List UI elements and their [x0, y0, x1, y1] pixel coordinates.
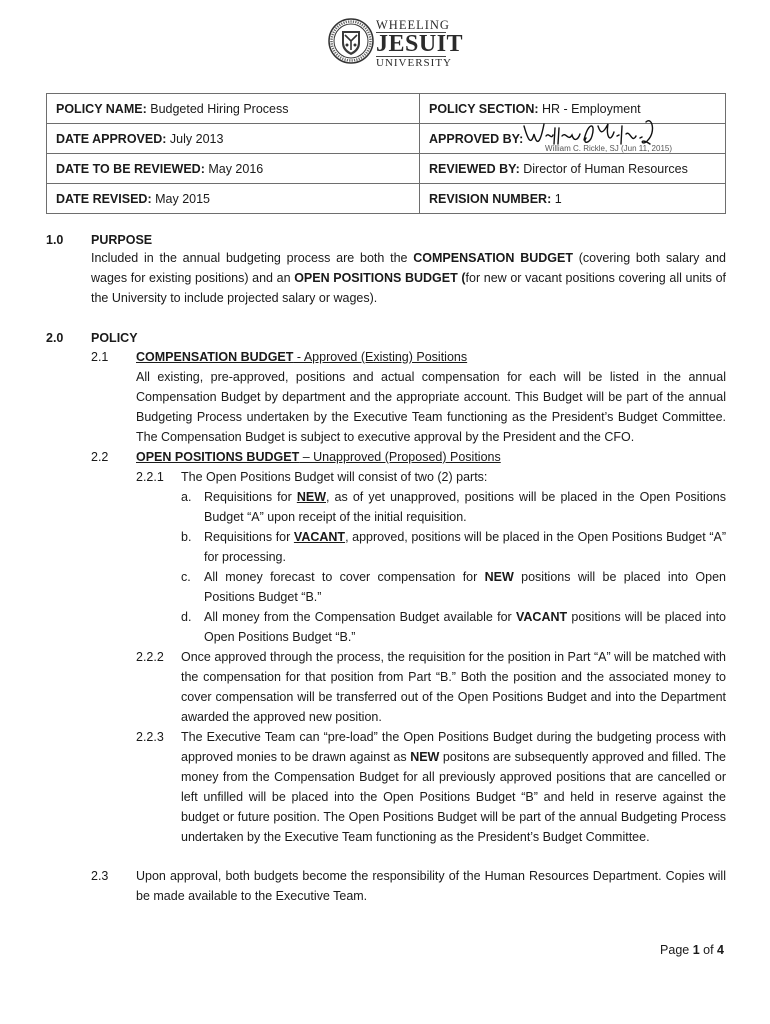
revision-number-label: REVISION NUMBER: [429, 191, 552, 206]
policy-row-3 [47, 154, 726, 184]
list-item-d-post: positions will be placed into Open Positions Budget “B.” [204, 610, 726, 644]
list-item-a-keyword: NEW [296, 490, 326, 504]
approved-by-cell [420, 124, 726, 154]
page-number-footer [660, 943, 724, 957]
university-logo [326, 16, 464, 76]
policy-name-label: POLICY NAME: [56, 101, 147, 116]
subsection-2-2-3-post: positons are subsequently approved and filled. The money from the Compensation Budget for all previously approved positions that are cancelled or left unfilled will be placed into the Open Positions Budget “B” and held in reserve against the budget or future position. The Open Positions Budget will be part of the annual Budgeting Process undertaken by the Executive Team functioning as the President’s Budget Committee. [181, 750, 726, 844]
policy-name-value: Budgeted Hiring Process [150, 101, 289, 116]
subsection-2-2-3-paragraph [181, 727, 726, 847]
section-1-paragraph [91, 248, 726, 308]
list-item-b-pre: Requisitions for [204, 530, 294, 544]
section-1-keyword-1: COMPENSATION BUDGET [413, 251, 573, 265]
section-1-keyword-2: OPEN POSITIONS BUDGET ( [294, 271, 466, 285]
policy-info-table [46, 93, 726, 214]
policy-row-4 [47, 184, 726, 214]
subsection-2-1-number: 2.1 [91, 350, 109, 364]
list-item-d-letter: d. [181, 610, 192, 624]
reviewed-by-cell [420, 154, 726, 184]
list-item-a-post: , as of yet unapproved, positions will be placed in the Open Positions Budget “A” upon receipt of the initial requisition. [204, 490, 726, 524]
section-1-title: PURPOSE [91, 233, 153, 247]
subsection-2-2-number: 2.2 [91, 450, 109, 464]
university-seal-icon [328, 18, 374, 64]
wordmark-line-1: WHEELING [376, 18, 450, 32]
list-item-c-post: positions will be placed into Open Positions Budget “B.” [204, 570, 726, 604]
list-item-c-letter: c. [181, 570, 191, 584]
list-item-b-letter: b. [181, 530, 192, 544]
subsection-2-2-1-text: The Open Positions Budget will consist of two (2) parts: [181, 470, 488, 484]
list-item-d-keyword: VACANT [515, 610, 568, 624]
date-revised-label: DATE REVISED: [56, 191, 152, 206]
list-item-b [204, 527, 726, 567]
date-review-value: May 2016 [208, 161, 264, 176]
list-item-c-keyword: NEW [484, 570, 514, 584]
date-approved-cell [47, 124, 420, 154]
policy-section-label: POLICY SECTION: [429, 101, 539, 116]
subsection-2-3-number: 2.3 [91, 869, 109, 883]
subsection-2-2-3-pre: The Executive Team can “pre-load” the Open Positions Budget during the budgeting process with approved monies to be drawn against as [181, 730, 726, 764]
section-2-title: POLICY [91, 331, 138, 345]
date-revised-cell [47, 184, 420, 214]
signature-caption: William C. Rickle, SJ (Jun 11, 2015) [545, 144, 672, 153]
list-item-a-pre: Requisitions for [204, 490, 297, 504]
approved-by-label: APPROVED BY: [429, 131, 524, 146]
date-approved-value: July 2013 [169, 131, 224, 146]
revision-number-cell [420, 184, 726, 214]
subsection-2-1-paragraph: All existing, pre-approved, positions and actual compensation for each will be listed in the annual Compensation Budget by department and the appropriate account. This Budget will be part of the annual Budgeting Process undertaken by the Executive Team functioning as the President’s Budget Committee. The Compensation Budget is subject to executive approval by the President and the CFO. [136, 370, 726, 444]
list-item-c [204, 567, 726, 607]
date-review-label: DATE TO BE REVIEWED: [56, 161, 205, 176]
subsection-2-3-paragraph: Upon approval, both budgets become the responsibility of the Human Resources Department. Copies will be made available to the Executive Team. [136, 869, 726, 903]
wordmark-line-2: JESUIT [376, 31, 464, 57]
policy-section-value: HR - Employment [542, 101, 641, 116]
subsection-2-2-heading-bold: OPEN POSITIONS BUDGET [136, 450, 300, 464]
list-item-b-keyword: VACANT [293, 530, 346, 544]
page-word: Page [660, 943, 693, 957]
subsection-2-2-3-keyword: NEW [410, 750, 440, 764]
page-total: 4 [717, 943, 724, 957]
section-2-number: 2.0 [46, 331, 64, 345]
section-1-text-1: Included in the annual budgeting process are both the [91, 251, 414, 265]
date-revised-value: May 2015 [155, 191, 211, 206]
section-1-text-3: for new or vacant positions covering all units of the University to include projected salary or wages). [91, 271, 726, 305]
list-item-b-post: , approved, positions will be placed in the Open Positions Budget “A” for processing. [204, 530, 726, 564]
subsection-2-1-heading-bold: COMPENSATION BUDGET [136, 350, 294, 364]
subsection-2-2-heading [136, 450, 501, 464]
list-item-d-pre: All money from the Compensation Budget available for [204, 610, 516, 624]
list-item-a-letter: a. [181, 490, 192, 504]
subsection-2-2-2-number: 2.2.2 [136, 650, 164, 664]
university-wordmark [376, 18, 464, 70]
page-of: of [699, 943, 718, 957]
subsection-2-1-heading-rest: - Approved (Existing) Positions [293, 350, 468, 364]
subsection-2-2-3-number: 2.2.3 [136, 730, 164, 744]
wordmark-line-3: UNIVERSITY [376, 57, 452, 69]
subsection-2-1-heading [136, 350, 467, 364]
date-approved-label: DATE APPROVED: [56, 131, 167, 146]
reviewed-by-value: Director of Human Resources [523, 161, 688, 176]
list-item-a [204, 487, 726, 527]
subsection-2-2-2-paragraph: Once approved through the process, the requisition for the position in Part “A” will be matched with the compensation for that position from Part “B.” Both the position and the associated money to cover compensation will be transferred out of the Open Positions Budget and into the Department awarded the approved new position. [181, 650, 726, 724]
revision-number-value: 1 [554, 191, 562, 206]
reviewed-by-label: REVIEWED BY: [429, 161, 520, 176]
list-item-c-pre: All money forecast to cover compensation for [204, 570, 485, 584]
list-item-d [204, 607, 726, 647]
policy-name-cell [47, 94, 420, 124]
page-current: 1 [692, 943, 700, 957]
date-review-cell [47, 154, 420, 184]
subsection-2-2-heading-rest: – Unapproved (Proposed) Positions [299, 450, 501, 464]
section-1-text-2: (covering both salary and wages for existing positions) and an [91, 251, 726, 285]
subsection-2-2-1-number: 2.2.1 [136, 470, 164, 484]
section-1-number: 1.0 [46, 233, 64, 247]
policy-row-2 [47, 124, 726, 154]
